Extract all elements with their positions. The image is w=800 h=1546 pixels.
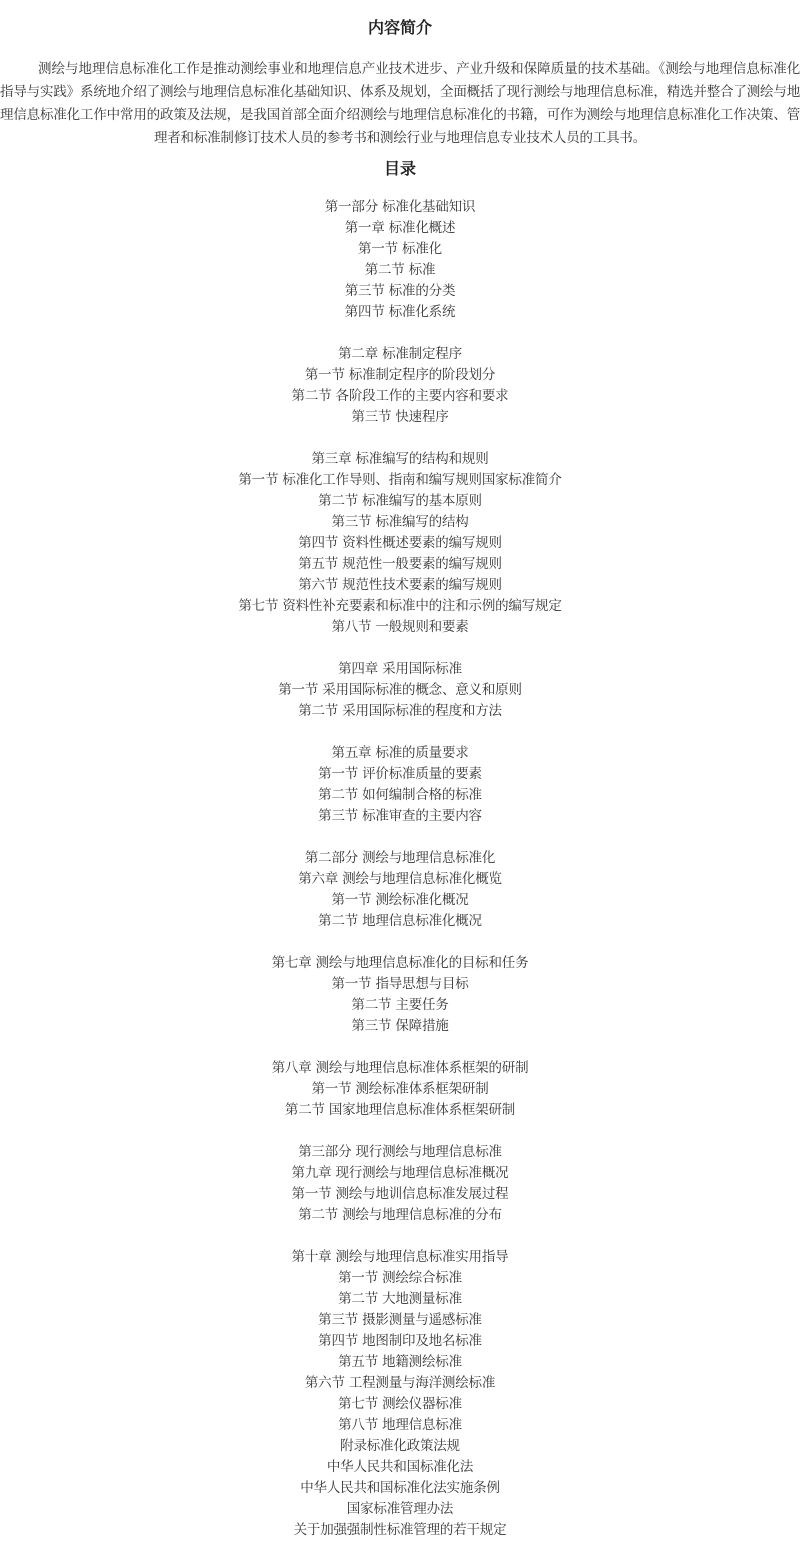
toc-spacer: [0, 638, 800, 659]
toc-item: 第一节 指导思想与目标: [331, 976, 469, 992]
toc-item: 关于加强强制性标准管理的若干规定: [293, 1522, 507, 1538]
toc-item: 第三节 摄影测量与遥感标准: [318, 1312, 482, 1328]
toc-item: 第二节 国家地理信息标准体系框架研制: [284, 1102, 516, 1118]
toc-item: 中华人民共和国标准化法: [326, 1459, 474, 1475]
toc-item: 第八节 地理信息标准: [338, 1417, 462, 1433]
toc-item: 第七节 资料性补充要素和标准中的注和示例的编写规定: [238, 598, 562, 614]
intro-heading: 内容简介: [367, 18, 432, 37]
toc-item: 第一节 测绘综合标准: [338, 1270, 462, 1286]
toc-item: 第二节 标准编写的基本原则: [318, 493, 482, 509]
toc-item: 第二节 测绘与地理信息标准的分布: [298, 1207, 502, 1223]
toc-item: 第二节 标准: [364, 262, 436, 278]
toc-spacer: [0, 1037, 800, 1058]
toc-item: 第四节 标准化系统: [344, 304, 456, 320]
toc-item: 第九章 现行测绘与地理信息标准概况: [291, 1165, 509, 1181]
toc-item: 第六章 测绘与地理信息标准化概览: [298, 871, 502, 887]
toc-item: 第二节 如何编制合格的标准: [318, 787, 482, 803]
toc-item: 第二章 标准制定程序: [338, 346, 462, 362]
toc-spacer: [0, 1121, 800, 1142]
toc-item: 中华人民共和国标准化法实施条例: [300, 1480, 500, 1496]
toc-item: 附录标准化政策法规: [340, 1438, 460, 1454]
toc-item: 第一节 标准制定程序的阶段划分: [304, 367, 496, 383]
toc-spacer: [0, 722, 800, 743]
toc-item: 第十章 测绘与地理信息标准实用指导: [291, 1249, 509, 1265]
toc-item: 第二节 大地测量标准: [338, 1291, 462, 1307]
toc-item: 第三节 保障措施: [351, 1018, 449, 1034]
toc-spacer: [0, 827, 800, 848]
toc-item: 第一节 采用国际标准的概念、意义和原则: [278, 682, 522, 698]
toc-item: 第三章 标准编写的结构和规则: [311, 451, 489, 467]
toc-item: 第一节 标准化: [358, 241, 442, 257]
toc-item: 第三部分 现行测绘与地理信息标准: [298, 1144, 502, 1160]
toc-item: 第八节 一般规则和要素: [331, 619, 469, 635]
toc-item: 第七节 测绘仪器标准: [338, 1396, 462, 1412]
toc-item: 第二节 采用国际标准的程度和方法: [298, 703, 502, 719]
toc-list: [0, 197, 800, 1541]
toc-item: 第五章 标准的质量要求: [331, 745, 469, 761]
toc-item: 第一章 标准化概述: [344, 220, 456, 236]
toc-item: 第三节 标准的分类: [344, 283, 456, 299]
toc-item: 第一节 测绘标准体系框架研制: [311, 1081, 489, 1097]
toc-item: 第七章 测绘与地理信息标准化的目标和任务: [271, 955, 529, 971]
toc-item: 第三节 标准编写的结构: [331, 514, 469, 530]
toc-spacer: [0, 932, 800, 953]
toc-spacer: [0, 1226, 800, 1247]
toc-item: 第二节 地理信息标准化概况: [318, 913, 482, 929]
toc-item: 第六节 工程测量与海洋测绘标准: [304, 1375, 496, 1391]
toc-item: 第一节 评价标准质量的要素: [318, 766, 482, 782]
toc-spacer: [0, 428, 800, 449]
toc-item: 第八章 测绘与地理信息标准体系框架的研制: [271, 1060, 529, 1076]
toc-item: 第五节 地籍测绘标准: [338, 1354, 462, 1370]
toc-item: 第四章 采用国际标准: [338, 661, 462, 677]
toc-item: 第四节 地图制印及地名标准: [318, 1333, 482, 1349]
toc-item: 第一节 测绘与地训信息标准发展过程: [291, 1186, 509, 1202]
toc-item: 国家标准管理办法: [346, 1501, 454, 1517]
toc-item: 第四节 资料性概述要素的编写规则: [298, 535, 502, 551]
toc-heading: 目录: [383, 159, 416, 178]
toc-item: 第六节 规范性技术要素的编写规则: [298, 577, 502, 593]
toc-item: 第三节 标准审查的主要内容: [318, 808, 482, 824]
intro-paragraph: 测绘与地理信息标准化工作是推动测绘事业和地理信息产业技术进步、产业升级和保障质量的技术基础。《测绘与地理信息标准化指导与实践》系统地介绍了测绘与地理信息标准化基础知识、体系及规划，全面概括了现行测绘与地理信息标准，精选并整合了测绘与地理信息标准化工作中常用的政策及法规，是我国首部全面介绍测绘与地理信息标准化的书籍，可作为测绘与地理信息标准化工作决策、管理者和标准制修订技术人员的参考书和测绘行业与地理信息专业技术人员的工具书。: [0, 61, 800, 146]
toc-item: 第一部分 标准化基础知识: [324, 199, 476, 215]
toc-item: 第一节 标准化工作导则、指南和编写规则国家标准简介: [238, 472, 562, 488]
toc-item: 第一节 测绘标准化概况: [331, 892, 469, 908]
toc-item: 第二节 各阶段工作的主要内容和要求: [291, 388, 509, 404]
toc-spacer: [0, 323, 800, 344]
toc-item: 第五节 规范性一般要素的编写规则: [298, 556, 502, 572]
toc-item: 第二部分 测绘与地理信息标准化: [304, 850, 496, 866]
toc-item: 第二节 主要任务: [351, 997, 449, 1013]
toc-item: 第三节 快速程序: [351, 409, 449, 425]
